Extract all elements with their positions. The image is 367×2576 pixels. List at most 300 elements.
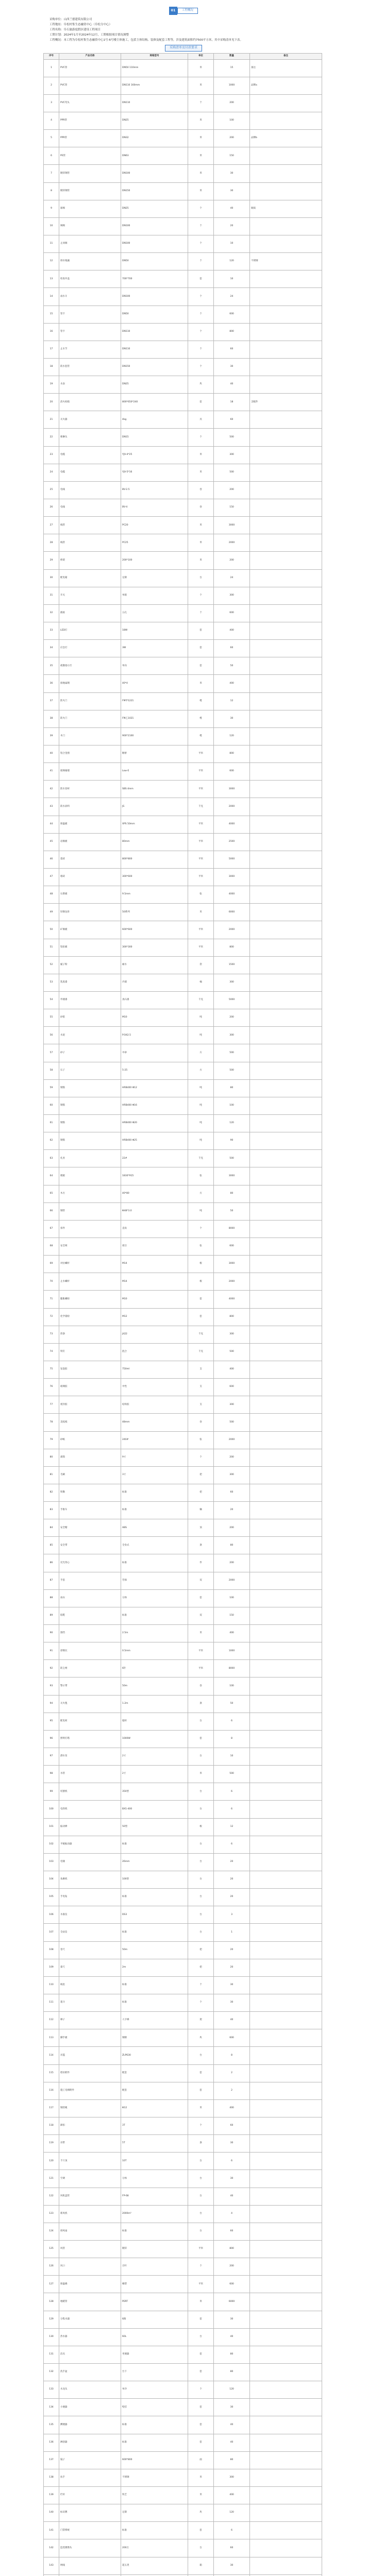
cell-index: 61: [44, 1114, 59, 1132]
cell-unit: 米: [188, 2486, 214, 2504]
cell-spec: DN32: [121, 130, 188, 147]
cell-note: [250, 2434, 322, 2451]
table-row: [44, 2170, 322, 2188]
cell-name: 排水地漏: [59, 253, 121, 270]
table-row: [44, 2135, 322, 2153]
cell-unit: 双: [188, 1607, 214, 1624]
cell-note: [250, 921, 322, 939]
cell-name: 铁钉: [59, 1343, 121, 1361]
cell-unit: 套: [188, 2346, 214, 2363]
cell-unit: 米: [188, 534, 214, 552]
cell-spec: ABS: [121, 1519, 188, 1537]
table-row: [44, 1801, 322, 1818]
cell-index: 58: [44, 1062, 59, 1079]
cell-note: [250, 2311, 322, 2328]
cell-spec: 22#: [121, 1150, 188, 1167]
cell-name: 防水套管: [59, 358, 121, 376]
cell-unit: 个: [188, 217, 214, 235]
table-row: [44, 1502, 322, 1519]
cell-spec: ZLP630: [121, 2047, 188, 2064]
cell-qty: 30: [214, 2557, 250, 2574]
cell-index: 45: [44, 833, 59, 851]
cell-spec: 断桥: [121, 745, 188, 763]
cell-index: 59: [44, 1079, 59, 1097]
cell-spec: 分体: [121, 1589, 188, 1607]
cell-qty: 600: [214, 306, 250, 323]
cell-spec: 标准: [121, 1994, 188, 2012]
cell-note: [250, 1027, 322, 1044]
cell-spec: 200万: [121, 2539, 188, 2557]
cell-index: 6: [44, 147, 59, 165]
table-row: [44, 1519, 322, 1537]
table-row: [44, 692, 322, 710]
cell-unit: 把: [188, 1484, 214, 1501]
cell-spec: 800*650*240: [121, 394, 188, 411]
cell-name: 钢筋: [59, 1132, 121, 1150]
cell-qty: 80: [214, 2363, 250, 2381]
cell-name: 雨衣: [59, 1589, 121, 1607]
cell-index: 23: [44, 446, 59, 464]
cell-note: [250, 833, 322, 851]
cell-spec: 100型: [121, 1871, 188, 1889]
cell-qty: 200: [214, 94, 250, 112]
cell-name: 梯子: [59, 2012, 121, 2029]
cell-spec: 定制: [121, 569, 188, 587]
cell-unit: 平米: [188, 833, 214, 851]
cell-name: 吊篮: [59, 2047, 121, 2064]
table-row: [44, 1941, 322, 1959]
table-row: [44, 622, 322, 640]
cell-qty: 2: [214, 2064, 250, 2082]
table-row: [44, 587, 322, 604]
cell-name: 密封胶: [59, 1396, 121, 1414]
table-row: [44, 1554, 322, 1572]
cell-name: 雨水斗: [59, 288, 121, 306]
cell-name: 栏杆: [59, 2486, 121, 2504]
cell-note: [250, 1044, 322, 1062]
table-row: [44, 1097, 322, 1114]
cell-qty: 1000: [214, 1642, 250, 1660]
cell-unit: 台: [188, 2205, 214, 2223]
cell-unit: 平米: [188, 939, 214, 956]
table-row: [44, 904, 322, 921]
cell-index: 26: [44, 499, 59, 517]
cell-note: [250, 692, 322, 710]
cell-qty: 100: [214, 1677, 250, 1695]
cell-unit: 台: [188, 2223, 214, 2240]
cell-qty: 40: [214, 2012, 250, 2029]
cell-index: 69: [44, 1256, 59, 1273]
table-row: [44, 2029, 322, 2047]
table-row: [44, 182, 322, 200]
table-row: [44, 464, 322, 481]
cell-qty: 50: [214, 1202, 250, 1220]
table-row: [44, 2223, 322, 2240]
cell-note: 不锈钢: [250, 253, 322, 270]
cell-qty: 1500: [214, 956, 250, 974]
cell-note: [250, 411, 322, 429]
cell-spec: J422: [121, 1326, 188, 1343]
cell-spec: 定制: [121, 2504, 188, 2522]
cell-note: [250, 2328, 322, 2346]
table-row: [44, 1589, 322, 1607]
cell-qty: 3000: [214, 781, 250, 798]
cell-note: [250, 1976, 322, 1994]
table-row: [44, 710, 322, 727]
cell-unit: 台: [188, 1924, 214, 1941]
cell-note: [250, 1291, 322, 1308]
cell-qty: 15: [214, 59, 250, 77]
cell-index: 35: [44, 657, 59, 675]
cell-index: 65: [44, 1185, 59, 1202]
cell-qty: 800: [214, 745, 250, 763]
table-row: [44, 675, 322, 692]
table-row: [44, 2293, 322, 2311]
cell-note: [250, 2170, 322, 2188]
cell-unit: 卷: [188, 1677, 214, 1695]
cell-note: [250, 2504, 322, 2522]
table-row: [44, 1062, 322, 1079]
cell-qty: 20: [214, 217, 250, 235]
cell-index: 54: [44, 991, 59, 1009]
cell-name: 乳胶漆: [59, 974, 121, 991]
cell-spec: PC25: [121, 534, 188, 552]
table-row: [44, 851, 322, 868]
cell-qty: 500: [214, 464, 250, 481]
cell-spec: 标准: [121, 1976, 188, 1994]
cell-unit: 平米: [188, 2276, 214, 2293]
table-row: [44, 1766, 322, 1783]
cell-name: 轻钢龙骨: [59, 904, 121, 921]
cell-name: 开关: [59, 587, 121, 604]
table-row: [44, 2276, 322, 2293]
cell-name: 应急灯: [59, 640, 121, 657]
cell-spec: 耐水: [121, 956, 188, 974]
cell-qty: 400: [214, 1625, 250, 1642]
cell-spec: 中性: [121, 1379, 188, 1396]
cell-qty: 18: [214, 394, 250, 411]
cell-unit: 樘: [188, 727, 214, 745]
cell-name: 热水器: [59, 2328, 121, 2346]
cell-index: 95: [44, 1713, 59, 1730]
cell-unit: 套: [188, 2311, 214, 2328]
cell-name: 灭火器: [59, 411, 121, 429]
cell-qty: 3000: [214, 1167, 250, 1185]
cell-spec: 标准: [121, 1484, 188, 1501]
cell-note: [250, 2381, 322, 2399]
cell-index: 60: [44, 1097, 59, 1114]
cell-note: [250, 1906, 322, 1924]
cell-spec: DN63: [121, 147, 188, 165]
cell-index: 107: [44, 1924, 59, 1941]
cell-note: [250, 640, 322, 657]
cell-note: [250, 2486, 322, 2504]
table-row: [44, 1924, 322, 1941]
cell-index: 83: [44, 1502, 59, 1519]
cell-note: [250, 481, 322, 499]
cell-qty: 100: [214, 1589, 250, 1607]
project-period: 工期计划：2024年1月至2024年12月，工期根据项目情况调整: [49, 33, 129, 37]
cell-note: [250, 1185, 322, 1202]
cell-index: 56: [44, 1027, 59, 1044]
cell-qty: 600: [214, 2029, 250, 2047]
cell-note: [250, 710, 322, 727]
cell-qty: 400: [214, 1361, 250, 1378]
table-row: [44, 1994, 322, 2012]
cell-name: 木门: [59, 727, 121, 745]
table-row: [44, 956, 322, 974]
cell-spec: M14: [121, 1256, 188, 1273]
cell-unit: 个: [188, 306, 214, 323]
cell-qty: 600: [214, 1238, 250, 1255]
cell-note: [250, 1572, 322, 1589]
table-row: [44, 2557, 322, 2574]
cell-name: 水管: [59, 1766, 121, 1783]
cell-qty: 4000: [214, 816, 250, 833]
cell-name: 手推车: [59, 1502, 121, 1519]
cell-index: 11: [44, 235, 59, 252]
cell-qty: 6: [214, 2522, 250, 2539]
cell-spec: XPS 50mm: [121, 816, 188, 833]
cell-name: 照明灯塔: [59, 1730, 121, 1748]
cell-name: 安全网: [59, 1238, 121, 1255]
cell-index: 16: [44, 323, 59, 341]
procurement-table: [43, 53, 322, 2576]
cell-index: 133: [44, 2381, 59, 2399]
cell-note: [250, 1677, 322, 1695]
cell-index: 77: [44, 1396, 59, 1414]
cell-unit: 平米: [188, 745, 214, 763]
cell-qty: 6: [214, 2153, 250, 2170]
cell-spec: 标准: [121, 1554, 188, 1572]
cell-unit: 双: [188, 1572, 214, 1589]
cell-name: 玻璃胶: [59, 1379, 121, 1396]
cell-unit: 支: [188, 1379, 214, 1396]
cell-note: [250, 1097, 322, 1114]
cell-note: [250, 816, 322, 833]
cell-note: [250, 1766, 322, 1783]
cell-qty: 600: [214, 763, 250, 781]
cell-name: 灭火毯: [59, 1695, 121, 1713]
cell-unit: 千克: [188, 991, 214, 1009]
cell-note: [250, 2012, 322, 2029]
cell-name: 电缆: [59, 464, 121, 481]
cell-unit: 千克: [188, 1326, 214, 1343]
table-row: [44, 394, 322, 411]
cell-name: 毛刷: [59, 1466, 121, 1484]
cell-unit: 米: [188, 112, 214, 129]
section-heading: [43, 7, 324, 15]
cell-spec: 1000W: [121, 1730, 188, 1748]
cell-note: [250, 2363, 322, 2381]
cell-unit: 个: [188, 323, 214, 341]
cell-spec: 百叶: [121, 2258, 188, 2276]
table-row: [44, 411, 322, 429]
cell-index: 5: [44, 130, 59, 147]
cell-unit: 根: [188, 1273, 214, 1291]
cell-index: 2: [44, 77, 59, 94]
cell-name: 卷尺: [59, 1941, 121, 1959]
cell-qty: 300: [214, 974, 250, 991]
cell-unit: 米: [188, 2099, 214, 2117]
cell-qty: 8000: [214, 1660, 250, 1677]
cell-spec: 26mm: [121, 1853, 188, 1871]
table-row: [44, 77, 322, 94]
cell-index: 130: [44, 2328, 59, 2346]
cell-qty: 200: [214, 1554, 250, 1572]
cell-spec: 5T: [121, 2135, 188, 2153]
cell-index: 57: [44, 1044, 59, 1062]
cell-index: 33: [44, 622, 59, 640]
cell-name: 石子: [59, 1062, 121, 1079]
table-row: [44, 2012, 322, 2029]
cell-index: 129: [44, 2311, 59, 2328]
cell-unit: 平米: [188, 1642, 214, 1660]
cell-qty: 2500: [214, 833, 250, 851]
cell-qty: 50: [214, 1695, 250, 1713]
cell-spec: 300*300: [121, 939, 188, 956]
cell-index: 53: [44, 974, 59, 991]
cell-note: [250, 446, 322, 464]
cell-index: 135: [44, 2416, 59, 2434]
cell-qty: 20: [214, 1853, 250, 1871]
cell-spec: 直角: [121, 1220, 188, 1238]
cell-unit: 件: [188, 1554, 214, 1572]
cell-spec: 4kg: [121, 411, 188, 429]
cell-name: 镀锌钢管: [59, 182, 121, 200]
cell-qty: 200: [214, 1449, 250, 1466]
cell-note: [250, 1519, 322, 1537]
cell-name: 焊条: [59, 1326, 121, 1343]
cell-spec: DN50: [121, 253, 188, 270]
cell-spec: 结构胶: [121, 1396, 188, 1414]
cell-index: 40: [44, 745, 59, 763]
cell-spec: 劳保: [121, 1572, 188, 1589]
cell-note: [250, 1625, 322, 1642]
table-row: [44, 2258, 322, 2276]
cell-note: [250, 1009, 322, 1027]
cell-qty: 2000: [214, 1273, 250, 1291]
cell-spec: BV-4: [121, 499, 188, 517]
cell-name: 脚手板: [59, 2029, 121, 2047]
cell-index: 27: [44, 517, 59, 534]
cell-qty: 40: [214, 2188, 250, 2205]
table-row: [44, 1396, 322, 1414]
cell-name: 电线: [59, 499, 121, 517]
cell-index: 124: [44, 2223, 59, 2240]
cell-qty: 10: [214, 270, 250, 288]
cell-spec: DN100: [121, 235, 188, 252]
cell-unit: 米: [188, 147, 214, 165]
cell-unit: 台: [188, 569, 214, 587]
cell-qty: 60: [214, 1484, 250, 1501]
cell-note: [250, 745, 322, 763]
cell-qty: 8: [214, 2047, 250, 2064]
cell-index: 111: [44, 1994, 59, 2012]
cell-spec: 镀锌: [121, 2240, 188, 2258]
table-row: [44, 1202, 322, 1220]
cell-name: 施工电梯附件: [59, 2082, 121, 2099]
cell-spec: 2寸: [121, 1748, 188, 1766]
cell-index: 81: [44, 1466, 59, 1484]
table-row: [44, 1607, 322, 1624]
table-row: [44, 745, 322, 763]
cell-name: 墨斗: [59, 1994, 121, 2012]
cell-note: [250, 974, 322, 991]
cell-name: 钢筋: [59, 1079, 121, 1097]
cell-qty: 24: [214, 288, 250, 306]
cell-qty: 300: [214, 2469, 250, 2486]
cell-note: [250, 991, 322, 1009]
cell-qty: 600: [214, 604, 250, 622]
cell-spec: 800*800: [121, 851, 188, 868]
cell-name: 外墙漆: [59, 991, 121, 1009]
cell-spec: M14: [121, 1273, 188, 1291]
cell-unit: 套: [188, 1291, 214, 1308]
cell-qty: 150: [214, 147, 250, 165]
table-row: [44, 1150, 322, 1167]
cell-qty: 200: [214, 1519, 250, 1537]
cell-index: 114: [44, 2047, 59, 2064]
cell-name: 潜水泵: [59, 1748, 121, 1766]
cell-index: 47: [44, 869, 59, 886]
table-row: [44, 1431, 322, 1449]
cell-index: 25: [44, 481, 59, 499]
cell-name: 靠尺: [59, 1959, 121, 1976]
cell-qty: 3000: [214, 517, 250, 534]
cell-unit: 米: [188, 2293, 214, 2311]
cell-name: 吊带: [59, 2135, 121, 2153]
cell-unit: 张: [188, 886, 214, 904]
cell-unit: 方: [188, 1062, 214, 1079]
cell-qty: 3000: [214, 1256, 250, 1273]
table-row: [44, 1326, 322, 1343]
table-row: [44, 816, 322, 833]
cell-qty: 400: [214, 2099, 250, 2117]
cell-index: 34: [44, 640, 59, 657]
cell-index: 44: [44, 816, 59, 833]
cell-spec: Φ12: [121, 2099, 188, 2117]
cell-qty: 24: [214, 569, 250, 587]
cell-unit: 台: [188, 1783, 214, 1801]
cell-unit: 套: [188, 2434, 214, 2451]
cell-spec: 3寸: [121, 1466, 188, 1484]
cell-note: [250, 886, 322, 904]
cell-unit: 个: [188, 358, 214, 376]
cell-note: [250, 2522, 322, 2539]
cell-name: 卸扣: [59, 2117, 121, 2134]
cell-spec: HRB400 Φ25: [121, 1132, 188, 1150]
table-row: [44, 833, 322, 851]
table-row: [44, 235, 322, 252]
cell-index: 110: [44, 1976, 59, 1994]
table-row: [44, 2117, 322, 2134]
cell-unit: 台: [188, 1713, 214, 1730]
cell-index: 92: [44, 1660, 59, 1677]
cell-spec: 50m: [121, 1941, 188, 1959]
table-row: [44, 323, 322, 341]
table-row: [44, 1484, 322, 1501]
table-row: [44, 147, 322, 165]
cell-note: 品牌b: [250, 130, 322, 147]
cell-unit: 根: [188, 1256, 214, 1273]
cell-index: 52: [44, 956, 59, 974]
cell-qty: 500: [214, 1062, 250, 1079]
cell-qty: 2000: [214, 1572, 250, 1589]
cell-spec: 9寸: [121, 1449, 188, 1466]
cell-note: [250, 1079, 322, 1097]
cell-qty: 1000: [214, 77, 250, 94]
